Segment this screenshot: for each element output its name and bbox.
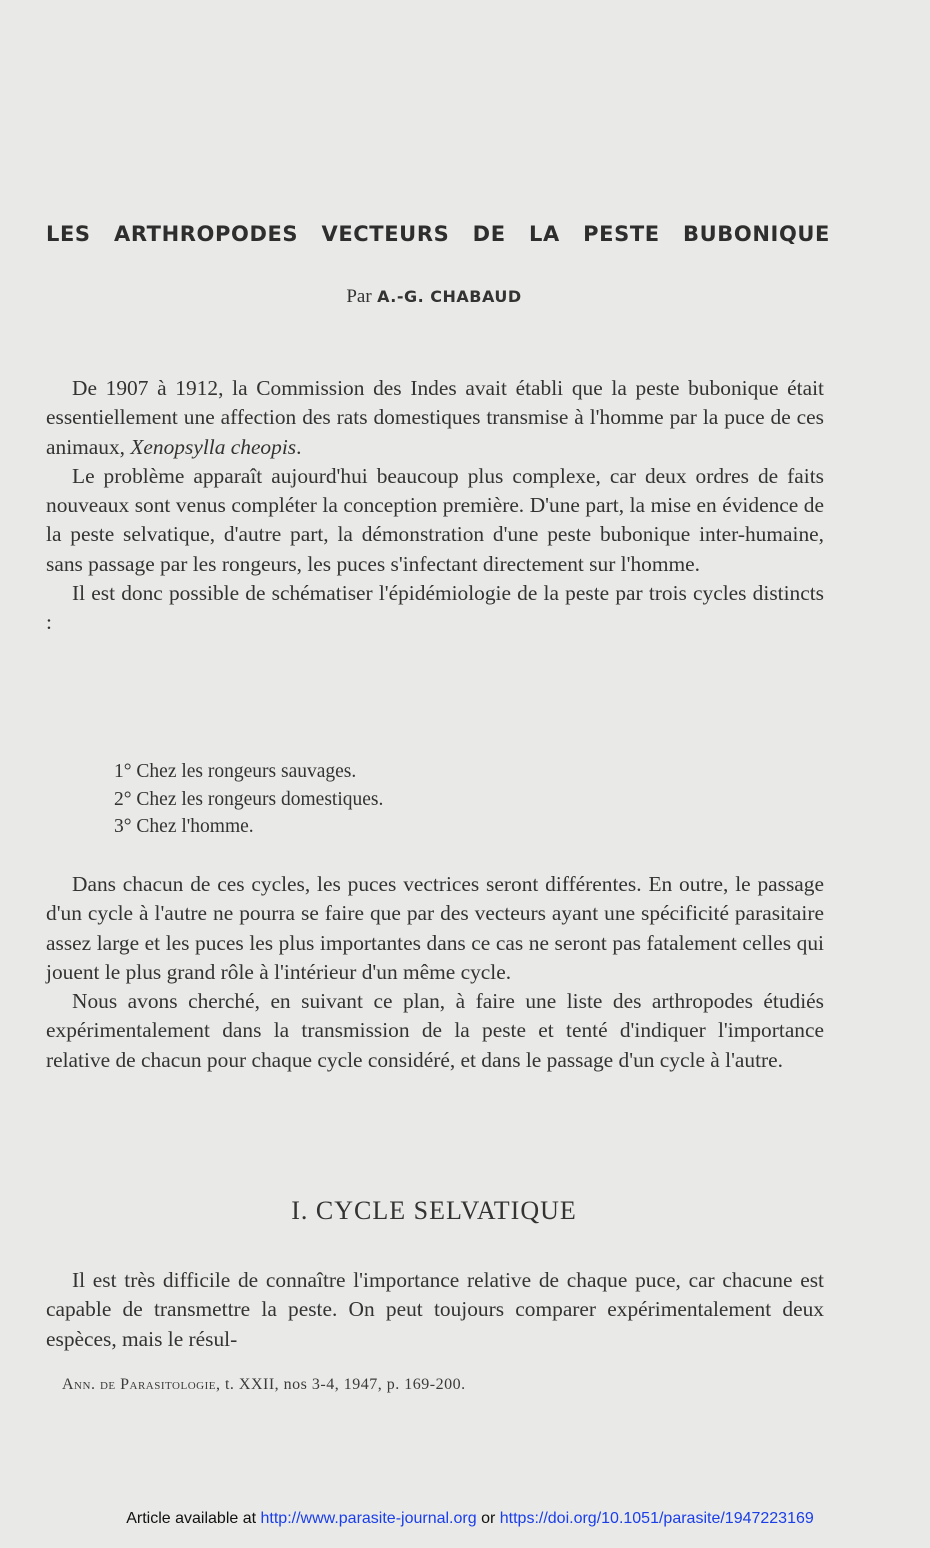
paragraph: Il est très difficile de connaître l'importance relative de chaque puce, car chacune est capable de transmettre la peste. On peut toujours comparer expérimentalement deux espèces, mais le résul- bbox=[46, 1268, 824, 1351]
section-heading: I. CYCLE SELVATIQUE bbox=[291, 1196, 577, 1225]
discussion-text bbox=[46, 870, 824, 1075]
paragraph: Nous avons cherché, en suivant ce plan, à faire une liste des arthropodes étudiés expérimentalement dans la transmission de la peste et tenté d'indiquer l'importance relative de chacun pour chaque cycle considéré, et dans le passage d'un cycle à l'autre. bbox=[46, 989, 824, 1072]
cycles-list bbox=[114, 758, 383, 841]
paragraph-punct: . bbox=[296, 434, 302, 459]
byline bbox=[0, 286, 868, 308]
paragraph: Dans chacun de ces cycles, les puces vectrices seront différentes. En outre, le passage d'un cycle à l'autre ne pourra se faire que par des vecteurs ayant une spécificité parasitaire assez large et les puces les plus importantes dans ce cas ne seront pas fatalement celles qui jouent le plus grand rôle à l'intérieur d'un même cycle. bbox=[46, 872, 824, 984]
article-title: LES ARTHROPODES VECTEURS DE LA PESTE BUBONIQUE bbox=[46, 222, 830, 246]
intro-text bbox=[46, 374, 824, 638]
journal-link[interactable]: http://www.parasite-journal.org bbox=[260, 1510, 477, 1527]
paragraph: Il est donc possible de schématiser l'épidémiologie de la peste par trois cycles distincts : bbox=[46, 581, 824, 635]
citation-details: , t. XXII, nos 3-4, 1947, p. 169-200. bbox=[215, 1376, 466, 1393]
availability-banner bbox=[0, 1510, 930, 1528]
byline-prefix: Par bbox=[346, 286, 372, 307]
journal-name: Ann. de Parasitologie bbox=[62, 1376, 216, 1393]
author-name: A.-G. CHABAUD bbox=[377, 287, 522, 306]
paragraph: Le problème apparaît aujourd'hui beaucoup plus complexe, car deux ordres de faits nouveaux sont venus compléter la conception première. D'une part, la mise en évidence de la peste selvatique, d'autre part, la démonstration d'une peste bubonique inter-humaine, sans passage par les rongeurs, les puces s'infectant directement sur l'homme. bbox=[46, 463, 824, 576]
species-name: Xenopsylla cheopis bbox=[130, 434, 297, 459]
paragraph bbox=[46, 374, 824, 462]
doi-link[interactable]: https://doi.org/10.1051/parasite/1947223169 bbox=[499, 1510, 814, 1527]
list-item: 2° Chez les rongeurs domestiques. bbox=[114, 788, 384, 810]
list-item: 1° Chez les rongeurs sauvages. bbox=[114, 761, 357, 782]
availability-or: or bbox=[476, 1510, 500, 1527]
list-item: 3° Chez l'homme. bbox=[114, 816, 254, 837]
citation-footnote bbox=[62, 1376, 466, 1394]
availability-prefix: Article available at bbox=[126, 1510, 261, 1527]
section-text bbox=[46, 1266, 824, 1354]
paragraph-text: De 1907 à 1912, la Commission des Indes avait établi que la peste bubonique était essentiellement une affection des rats domestiques transmise à l'homme par la puce de ces animaux, bbox=[46, 376, 824, 459]
